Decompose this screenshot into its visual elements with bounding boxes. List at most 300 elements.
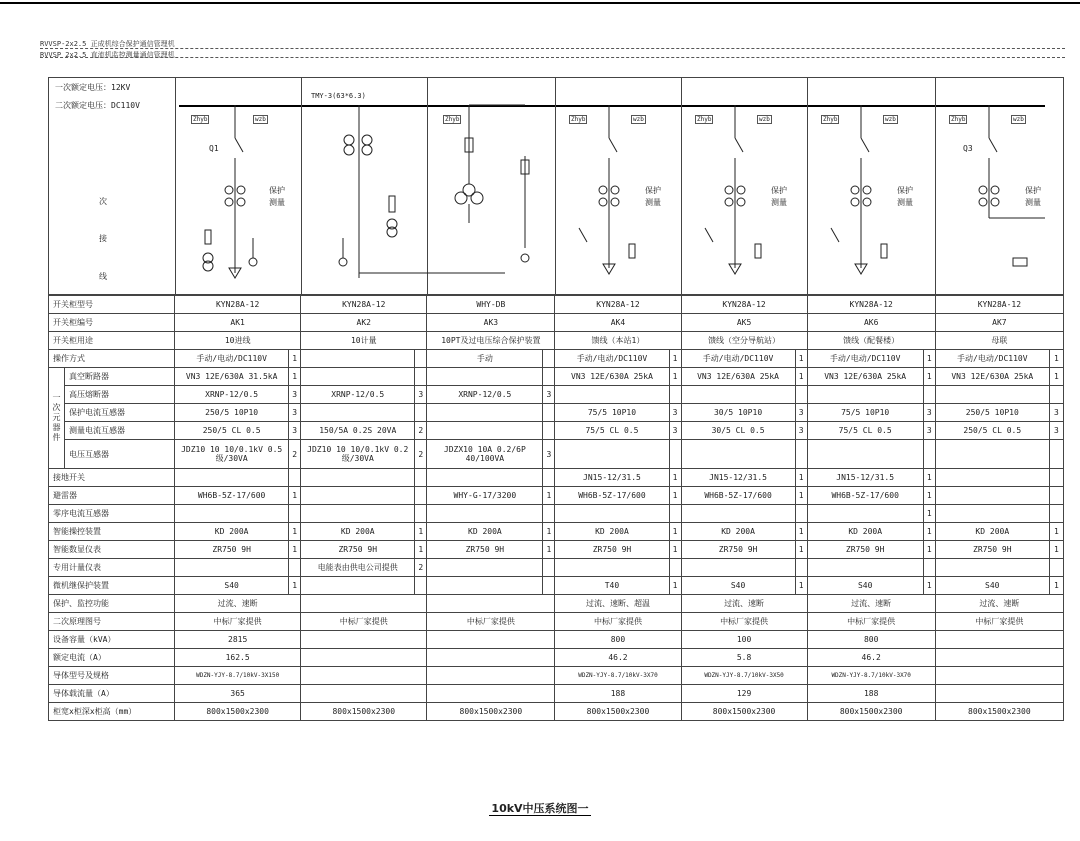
qty-cell: 1 — [923, 523, 935, 541]
side-label-xian: 线 — [99, 272, 107, 281]
qty-cell — [923, 559, 935, 577]
qty-cell — [795, 505, 807, 523]
qty-cell — [669, 440, 681, 469]
table-cell: 手动/电动/DC110V — [935, 350, 1049, 368]
table-cell: 30/5 10P10 — [681, 404, 795, 422]
table-cell: 10PT及过电压综合保护装置 — [427, 332, 555, 350]
qty-cell: 1 — [669, 368, 681, 386]
table-cell: ZR750 9H — [555, 541, 669, 559]
label-measure: 测量 — [897, 198, 913, 207]
row-label: 避雷器 — [49, 487, 175, 505]
table-cell: 过流、速断 — [935, 595, 1063, 613]
table-cell: 100 — [681, 631, 807, 649]
qty-cell — [543, 577, 555, 595]
label-q3: Q3 — [963, 144, 973, 153]
table-cell: KD 200A — [301, 523, 415, 541]
tag-wzb: wzb — [255, 116, 266, 123]
table-cell: AK2 — [301, 314, 427, 332]
table-cell: XRNP-12/0.5 — [301, 386, 415, 404]
table-cell: WH6B-5Z-17/600 — [681, 487, 795, 505]
table-cell: JDZ10 10 10/0.1kV 0.2级/30VA — [301, 440, 415, 469]
table-cell: 馈线（空分导航站） — [681, 332, 807, 350]
qty-cell — [543, 368, 555, 386]
table-cell: KD 200A — [555, 523, 669, 541]
tag-wzb: wzb — [633, 116, 644, 123]
qty-cell — [1049, 505, 1063, 523]
qty-cell: 1 — [795, 487, 807, 505]
qty-cell: 1 — [795, 368, 807, 386]
row-label: 接地开关 — [49, 469, 175, 487]
table-cell — [681, 440, 795, 469]
table-row — [49, 577, 1064, 595]
qty-cell: 1 — [923, 350, 935, 368]
table-cell — [807, 505, 923, 523]
table-cell: 馈线（本站1） — [555, 332, 681, 350]
row-label: 二次原理图号 — [49, 613, 175, 631]
qty-cell — [415, 469, 427, 487]
table-cell: 2815 — [175, 631, 301, 649]
table-cell: 250/5 10P10 — [935, 404, 1049, 422]
label-measure: 测量 — [645, 198, 661, 207]
qty-cell: 1 — [289, 368, 301, 386]
table-cell — [807, 440, 923, 469]
table-cell — [427, 368, 543, 386]
qty-cell: 3 — [669, 422, 681, 440]
qty-cell — [923, 386, 935, 404]
table-cell: 5.8 — [681, 649, 807, 667]
row-label: 智能操控装置 — [49, 523, 175, 541]
table-cell: JN15-12/31.5 — [555, 469, 669, 487]
label-protect: 保护 — [1025, 186, 1041, 195]
row-label: 保护、监控功能 — [49, 595, 175, 613]
table-cell: 46.2 — [555, 649, 681, 667]
table-cell: VN3 12E/630A 25kA — [935, 368, 1049, 386]
qty-cell: 1 — [669, 541, 681, 559]
table-cell — [555, 505, 669, 523]
qty-cell — [543, 469, 555, 487]
label-protect: 保护 — [269, 186, 285, 195]
tag-wzb: wzb — [1013, 116, 1024, 123]
table-cell — [935, 487, 1049, 505]
row-label: 微机继保护装置 — [49, 577, 175, 595]
table-cell: 250/5 CL 0.5 — [175, 422, 289, 440]
qty-cell: 1 — [923, 505, 935, 523]
qty-cell — [543, 404, 555, 422]
busbar-label: TMY-3(63*6.3) — [311, 92, 366, 100]
table-row — [49, 487, 1064, 505]
table-row — [49, 368, 1064, 386]
table-cell: 过流、速断、超温 — [555, 595, 681, 613]
qty-cell — [543, 559, 555, 577]
table-cell: 188 — [807, 685, 935, 703]
table-cell: 中标厂家提供 — [175, 613, 301, 631]
qty-cell: 1 — [543, 487, 555, 505]
qty-cell — [289, 505, 301, 523]
table-cell: KYN28A-12 — [807, 296, 935, 314]
table-cell: AK3 — [427, 314, 555, 332]
top-border — [0, 2, 1080, 4]
table-cell: 过流、速断 — [175, 595, 301, 613]
table-cell: 800x1500x2300 — [555, 703, 681, 721]
table-cell — [427, 685, 555, 703]
side-label-ci: 次 — [99, 197, 107, 206]
table-cell: JDZ10 10 10/0.1kV 0.5级/30VA — [175, 440, 289, 469]
label-measure: 测量 — [771, 198, 787, 207]
panel-6-circuit — [831, 105, 887, 274]
table-cell — [301, 487, 415, 505]
table-cell: 75/5 10P10 — [807, 404, 923, 422]
table-cell: S40 — [681, 577, 795, 595]
row-label: 开关柜型号 — [49, 296, 175, 314]
bus-note-2: RVVSP 2x2.5 直流机监控测量通信管理机 — [40, 51, 175, 59]
table-cell: VN3 12E/630A 31.5kA — [175, 368, 289, 386]
table-cell — [427, 422, 543, 440]
qty-cell — [923, 440, 935, 469]
row-label: 导体载流量（A） — [49, 685, 175, 703]
table-cell: 365 — [175, 685, 301, 703]
table-cell: 10进线 — [175, 332, 301, 350]
tag-wzb: wzb — [885, 116, 896, 123]
table-cell: 800x1500x2300 — [301, 703, 427, 721]
qty-cell — [415, 350, 427, 368]
table-cell: 手动/电动/DC110V — [555, 350, 669, 368]
qty-cell: 1 — [669, 469, 681, 487]
table-cell: 中标厂家提供 — [427, 613, 555, 631]
qty-cell: 2 — [415, 440, 427, 469]
table-cell: 手动/电动/DC110V — [807, 350, 923, 368]
qty-cell: 3 — [289, 404, 301, 422]
table-cell: 手动/电动/DC110V — [681, 350, 795, 368]
table-cell: AK5 — [681, 314, 807, 332]
row-label: 电压互感器 — [65, 440, 175, 469]
table-cell: KYN28A-12 — [301, 296, 427, 314]
table-row — [49, 649, 1064, 667]
qty-cell: 1 — [1049, 368, 1063, 386]
qty-cell: 1 — [289, 577, 301, 595]
table-cell: 150/5A 0.2S 20VA — [301, 422, 415, 440]
qty-cell: 3 — [289, 422, 301, 440]
switchgear-table — [48, 295, 1064, 721]
table-cell: KYN28A-12 — [681, 296, 807, 314]
table-row — [49, 685, 1064, 703]
qty-cell — [669, 559, 681, 577]
qty-cell: 1 — [669, 577, 681, 595]
row-label: 测量电流互感器 — [65, 422, 175, 440]
side-label-jie: 接 — [99, 234, 107, 243]
table-cell — [935, 440, 1049, 469]
table-cell: ZR750 9H — [301, 541, 415, 559]
table-cell — [935, 505, 1049, 523]
table-cell — [175, 505, 289, 523]
system-sheet — [48, 77, 1064, 790]
table-cell: VN3 12E/630A 25kA — [681, 368, 795, 386]
table-cell: 800x1500x2300 — [935, 703, 1063, 721]
table-cell — [427, 559, 543, 577]
qty-cell: 1 — [289, 541, 301, 559]
table-cell: S40 — [175, 577, 289, 595]
table-cell — [555, 386, 669, 404]
qty-cell: 3 — [1049, 404, 1063, 422]
qty-cell: 1 — [289, 523, 301, 541]
table-row — [49, 386, 1064, 404]
table-cell: WDZN-YJY-8.7/10kV-3X70 — [807, 667, 935, 685]
table-cell: 162.5 — [175, 649, 301, 667]
qty-cell — [1049, 487, 1063, 505]
qty-cell: 1 — [923, 541, 935, 559]
table-cell — [301, 505, 415, 523]
table-cell: 手动/电动/DC110V — [175, 350, 289, 368]
qty-cell: 1 — [795, 469, 807, 487]
label-measure: 测量 — [1025, 198, 1041, 207]
qty-cell — [1049, 440, 1063, 469]
table-cell: 800x1500x2300 — [175, 703, 301, 721]
table-cell: AK7 — [935, 314, 1063, 332]
row-label: 开关柜用途 — [49, 332, 175, 350]
qty-cell: 1 — [795, 577, 807, 595]
primary-rated-voltage: 一次额定电压：12KV — [55, 83, 131, 92]
bus-note-1: RVVSP-2x2.5 正成机综合保护通信管理机 — [40, 40, 175, 48]
row-label: 专用计量仪表 — [49, 559, 175, 577]
tag-zhyb: Zhyb — [571, 116, 586, 123]
table-cell — [935, 631, 1063, 649]
row-label: 导体型号及规格 — [49, 667, 175, 685]
table-cell: S40 — [935, 577, 1049, 595]
panel-2-circuit — [339, 105, 505, 278]
qty-cell: 3 — [669, 404, 681, 422]
qty-cell — [543, 422, 555, 440]
qty-cell: 1 — [543, 523, 555, 541]
table-cell — [175, 469, 289, 487]
table-cell — [301, 667, 427, 685]
qty-cell — [289, 469, 301, 487]
qty-cell: 1 — [415, 541, 427, 559]
tag-zhyb: Zhyb — [193, 116, 208, 123]
table-cell — [935, 386, 1049, 404]
table-cell — [427, 404, 543, 422]
qty-cell — [1049, 386, 1063, 404]
table-cell: 中标厂家提供 — [935, 613, 1063, 631]
qty-cell — [543, 505, 555, 523]
comm-bus-line-2 — [40, 57, 1065, 58]
qty-cell: 2 — [289, 440, 301, 469]
table-cell: WH6B-5Z-17/600 — [555, 487, 669, 505]
group-label: 一次元器件 — [49, 368, 65, 469]
qty-cell: 1 — [1049, 577, 1063, 595]
secondary-wiring-area — [48, 77, 1064, 295]
tag-zhyb: Zhyb — [697, 116, 712, 123]
table-cell: 母联 — [935, 332, 1063, 350]
table-row — [49, 613, 1064, 631]
table-cell — [681, 505, 795, 523]
table-cell: WDZN-YJY-8.7/10kV-3X150 — [175, 667, 301, 685]
table-cell: 250/5 CL 0.5 — [935, 422, 1049, 440]
table-cell: ZR750 9H — [681, 541, 795, 559]
tag-zhyb: Zhyb — [951, 116, 966, 123]
qty-cell: 3 — [795, 422, 807, 440]
qty-cell — [289, 559, 301, 577]
table-cell: T40 — [555, 577, 669, 595]
table-cell — [807, 386, 923, 404]
qty-cell — [415, 487, 427, 505]
row-label: 高压熔断器 — [65, 386, 175, 404]
qty-cell — [415, 505, 427, 523]
qty-cell: 1 — [923, 469, 935, 487]
label-q1: Q1 — [209, 144, 219, 153]
table-cell: XRNP-12/0.5 — [427, 386, 543, 404]
table-row — [49, 631, 1064, 649]
table-cell — [555, 559, 669, 577]
table-cell: VN3 12E/630A 25kA — [555, 368, 669, 386]
row-label: 额定电流（A） — [49, 649, 175, 667]
table-row — [49, 440, 1064, 469]
table-cell — [935, 649, 1063, 667]
table-cell — [935, 685, 1063, 703]
table-cell: 46.2 — [807, 649, 935, 667]
table-cell — [301, 404, 415, 422]
table-cell: 30/5 CL 0.5 — [681, 422, 795, 440]
qty-cell: 3 — [795, 404, 807, 422]
table-cell: WHY-G-17/3200 — [427, 487, 543, 505]
qty-cell — [669, 386, 681, 404]
diagram-title — [0, 800, 1080, 816]
row-label: 保护电流互感器 — [65, 404, 175, 422]
table-cell — [935, 559, 1049, 577]
qty-cell: 3 — [923, 404, 935, 422]
qty-cell — [543, 350, 555, 368]
table-cell: 过流、速断 — [807, 595, 935, 613]
table-cell — [301, 631, 427, 649]
table-cell: WH6B-5Z-17/600 — [175, 487, 289, 505]
table-cell: WDZN-YJY-8.7/10kV-3X50 — [681, 667, 807, 685]
qty-cell — [415, 404, 427, 422]
table-cell: XRNP-12/0.5 — [175, 386, 289, 404]
qty-cell — [669, 505, 681, 523]
table-cell: JN15-12/31.5 — [807, 469, 923, 487]
tag-zhyb: Zhyb — [445, 116, 460, 123]
table-cell — [301, 368, 415, 386]
label-protect: 保护 — [897, 186, 913, 195]
table-row — [49, 523, 1064, 541]
table-cell — [301, 595, 427, 613]
table-cell: 800x1500x2300 — [807, 703, 935, 721]
table-cell: KYN28A-12 — [935, 296, 1063, 314]
table-row — [49, 703, 1064, 721]
table-cell — [427, 667, 555, 685]
table-cell: 中标厂家提供 — [555, 613, 681, 631]
table-cell: 250/5 10P10 — [175, 404, 289, 422]
table-cell — [175, 559, 289, 577]
table-cell: WHY-DB — [427, 296, 555, 314]
row-label: 操作方式 — [49, 350, 175, 368]
secondary-rated-voltage: 二次额定电压：DC110V — [55, 101, 140, 110]
table-cell: ZR750 9H — [175, 541, 289, 559]
panel-1-circuit — [203, 105, 257, 278]
table-row — [49, 505, 1064, 523]
qty-cell: 3 — [543, 440, 555, 469]
table-cell: KD 200A — [807, 523, 923, 541]
table-cell — [681, 386, 795, 404]
qty-cell: 1 — [923, 487, 935, 505]
qty-cell: 1 — [543, 541, 555, 559]
qty-cell: 1 — [669, 350, 681, 368]
table-cell: 800 — [555, 631, 681, 649]
table-cell: 馈线（配餐楼） — [807, 332, 935, 350]
table-cell — [681, 559, 795, 577]
table-cell: ZR750 9H — [935, 541, 1049, 559]
table-cell: 中标厂家提供 — [681, 613, 807, 631]
qty-cell: 1 — [289, 487, 301, 505]
table-cell: 129 — [681, 685, 807, 703]
qty-cell: 3 — [923, 422, 935, 440]
qty-cell: 1 — [795, 541, 807, 559]
tag-zhyb: Zhyb — [823, 116, 838, 123]
row-label: 开关柜编号 — [49, 314, 175, 332]
qty-cell: 3 — [415, 386, 427, 404]
row-label: 设备容量（kVA） — [49, 631, 175, 649]
table-row — [49, 559, 1064, 577]
qty-cell — [795, 386, 807, 404]
table-cell: 手动 — [427, 350, 543, 368]
qty-cell — [795, 440, 807, 469]
table-cell: 75/5 CL 0.5 — [555, 422, 669, 440]
table-cell: VN3 12E/630A 25kA — [807, 368, 923, 386]
table-cell: JDZX10 10A 0.2/6P 40/100VA — [427, 440, 543, 469]
table-cell — [301, 469, 415, 487]
table-row — [49, 422, 1064, 440]
panel-5-circuit — [705, 105, 761, 274]
table-row — [49, 404, 1064, 422]
label-measure: 测量 — [269, 198, 285, 207]
table-cell: AK1 — [175, 314, 301, 332]
table-cell — [427, 649, 555, 667]
table-cell: KD 200A — [175, 523, 289, 541]
table-cell: 过流、速断 — [681, 595, 807, 613]
qty-cell: 3 — [1049, 422, 1063, 440]
table-cell: KD 200A — [681, 523, 795, 541]
qty-cell: 3 — [543, 386, 555, 404]
table-cell — [427, 469, 543, 487]
qty-cell: 1 — [669, 523, 681, 541]
table-row — [49, 332, 1064, 350]
qty-cell: 1 — [795, 350, 807, 368]
table-cell: 75/5 10P10 — [555, 404, 669, 422]
qty-cell: 2 — [415, 559, 427, 577]
table-cell: 75/5 CL 0.5 — [807, 422, 923, 440]
table-cell: ZR750 9H — [807, 541, 923, 559]
table-cell: KD 200A — [935, 523, 1049, 541]
table-cell — [427, 595, 555, 613]
table-cell: AK6 — [807, 314, 935, 332]
table-cell: ZR750 9H — [427, 541, 543, 559]
table-cell: 800x1500x2300 — [427, 703, 555, 721]
table-cell — [301, 350, 415, 368]
qty-cell: 1 — [795, 523, 807, 541]
table-cell — [427, 505, 543, 523]
table-cell: 中标厂家提供 — [301, 613, 427, 631]
qty-cell: 3 — [289, 386, 301, 404]
qty-cell — [415, 577, 427, 595]
row-label: 智能数显仪表 — [49, 541, 175, 559]
table-cell: 10计量 — [301, 332, 427, 350]
qty-cell — [795, 559, 807, 577]
comm-bus-line-1 — [40, 48, 1065, 49]
table-row — [49, 296, 1064, 314]
table-cell: 800 — [807, 631, 935, 649]
qty-cell: 1 — [1049, 541, 1063, 559]
qty-cell — [1049, 469, 1063, 487]
table-cell: 电能表由供电公司提供 — [301, 559, 415, 577]
table-row — [49, 350, 1064, 368]
